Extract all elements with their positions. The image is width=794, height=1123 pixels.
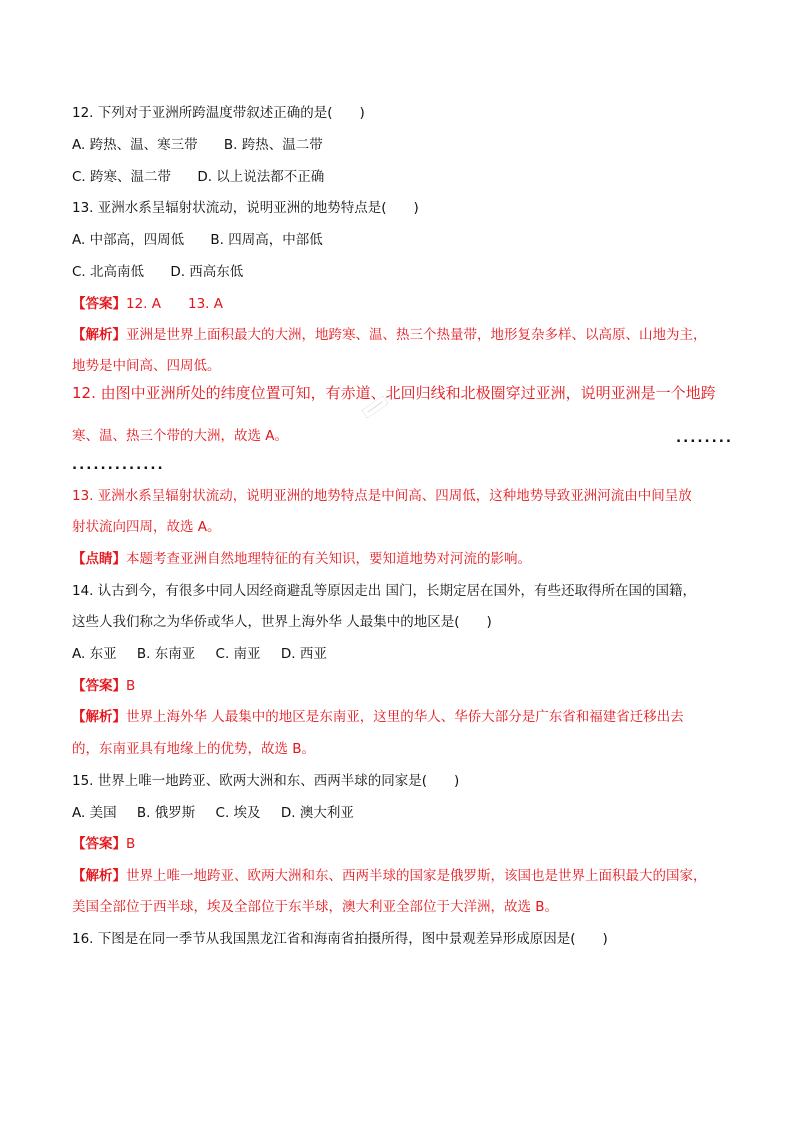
option-c: C. 北高南低 bbox=[72, 264, 145, 280]
option-d: D. 以上说法都不正确 bbox=[197, 169, 325, 185]
option-a: A. 东亚 bbox=[72, 646, 117, 662]
analysis-text: 世界上唯一地跨亚、欧两大洲和东、西两半球的国家是俄罗斯，该国也是世界上面积最大的国家， bbox=[126, 868, 707, 884]
review-12-13 bbox=[72, 549, 531, 569]
answer-text: B bbox=[126, 678, 136, 694]
analysis-12-13-line-2: 地势是中间高、四周低。 bbox=[72, 358, 221, 374]
analysis-text: 世界上海外华 人最集中的地区是东南亚，这里的华人、华侨大部分是广东省和福建省迁移出去 bbox=[126, 709, 684, 725]
question-13-stem: 13. 亚洲水系呈辐射状流动，说明亚洲的地势特点是( ) bbox=[72, 200, 419, 216]
explanation-12-line-1: 12. 由图中亚洲所处的纬度位置可知，有赤道、北回归线和北极圈穿过亚洲，说明亚洲是一个地跨 bbox=[72, 384, 716, 402]
answer-15 bbox=[72, 834, 135, 854]
answer-14 bbox=[72, 676, 135, 696]
analysis-text: 亚洲是世界上面积最大的大洲，地跨寒、温、热三个热量带，地形复杂多样、以高原、山地为主， bbox=[126, 327, 707, 343]
analysis-tag: 【解析】 bbox=[72, 327, 126, 343]
question-12-stem: 12. 下列对于亚洲所跨温度带叙述正确的是( ) bbox=[72, 105, 365, 121]
analysis-tag: 【解析】 bbox=[72, 868, 126, 884]
option-d: D. 西高东低 bbox=[170, 264, 244, 280]
option-a: A. 美国 bbox=[72, 805, 117, 821]
option-b: B. 东南亚 bbox=[136, 646, 196, 662]
explanation-13-line-1: 13. 亚洲水系呈辐射状流动，说明亚洲的地势特点是中间高、四周低，这种地势导致亚洲河流由中间呈放 bbox=[72, 488, 692, 504]
answer-tag: 【答案】 bbox=[72, 836, 126, 852]
analysis-12-13-line-1 bbox=[72, 325, 707, 345]
answer-tag: 【答案】 bbox=[72, 678, 126, 694]
option-d: D. 西亚 bbox=[280, 646, 327, 662]
question-13-options-row-1 bbox=[72, 230, 323, 250]
option-b: B. 跨热、温二带 bbox=[223, 137, 323, 153]
review-text: 本题考查亚洲自然地理特征的有关知识，要知道地势对河流的影响。 bbox=[126, 551, 531, 567]
question-13-options-row-2 bbox=[72, 262, 243, 282]
analysis-15-line-2: 美国全部位于西半球，埃及全部位于东半球，澳大利亚全部位于大洋洲，故选 B。 bbox=[72, 899, 559, 915]
analysis-14-line-1 bbox=[72, 707, 684, 727]
option-b: B. 俄罗斯 bbox=[136, 805, 196, 821]
explanation-13-line-2: 射状流向四周，故选 A。 bbox=[72, 519, 221, 535]
analysis-tag: 【解析】 bbox=[72, 709, 126, 725]
answer-tag: 【答案】 bbox=[72, 296, 126, 312]
question-14-options bbox=[72, 644, 327, 664]
option-c: C. 南亚 bbox=[215, 646, 261, 662]
option-c: C. 埃及 bbox=[215, 805, 261, 821]
answer-12-13 bbox=[72, 294, 223, 314]
review-tag: 【点睛】 bbox=[72, 551, 126, 567]
option-a: A. 跨热、温、寒三带 bbox=[72, 137, 198, 153]
option-a: A. 中部高，四周低 bbox=[72, 232, 185, 248]
question-12-options-row-2 bbox=[72, 167, 324, 187]
analysis-14-line-2: 的，东南亚具有地缘上的优势，故选 B。 bbox=[72, 741, 316, 757]
question-14-stem-line-2: 这些人我们称之为华侨或华人，世界上海外华 人最集中的地区是( ) bbox=[72, 614, 492, 630]
dot-leader-2: ............. bbox=[72, 457, 165, 473]
analysis-15-line-1 bbox=[72, 866, 707, 886]
question-16-stem: 16. 下图是在同一季节从我国黑龙江省和海南省拍摄所得，图中景观差异形成原因是( ) bbox=[72, 931, 608, 947]
option-b: B. 四周高，中部低 bbox=[210, 232, 323, 248]
question-12-options-row-1 bbox=[72, 135, 323, 155]
question-14-stem-line-1: 14. 认古到今，有很多中同人因经商避乱等原因走出 国门，长期定居在国外，有些还取得所在国的国籍， bbox=[72, 583, 697, 599]
explanation-12-line-2: 寒、温、热三个带的大洲，故选 A。 bbox=[72, 428, 289, 444]
dot-leader-1: ........ bbox=[676, 430, 734, 446]
option-d: D. 澳大利亚 bbox=[280, 805, 354, 821]
answer-text: B bbox=[126, 836, 136, 852]
answer-text: 12. A 13. A bbox=[126, 296, 223, 312]
option-c: C. 跨寒、温二带 bbox=[72, 169, 172, 185]
question-15-stem: 15. 世界上唯一地跨亚、欧两大洲和东、西两半球的同家是( ) bbox=[72, 773, 460, 789]
question-15-options bbox=[72, 803, 354, 823]
